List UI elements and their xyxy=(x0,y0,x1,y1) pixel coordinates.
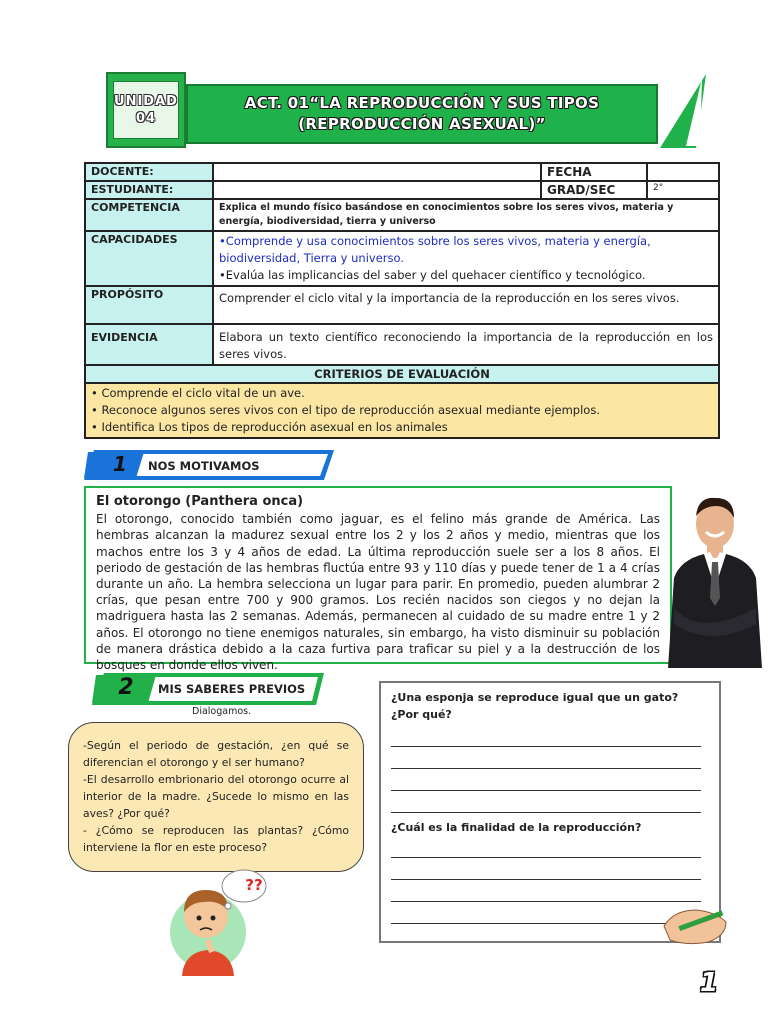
proposito-label: PROPÓSITO xyxy=(85,286,213,324)
bubble-question-1: -Según el periodo de gestación, ¿en qué se diferencian el otorongo y el ser humano? xyxy=(83,739,349,769)
answer-line[interactable] xyxy=(391,836,701,858)
proposito-text: Comprender el ciclo vital y la importancia de la reproducción en los seres vivos. xyxy=(213,286,719,324)
unit-number: 04 xyxy=(135,111,157,126)
evidencia-label: EVIDENCIA xyxy=(85,324,213,365)
dialogue-bubble xyxy=(68,722,364,872)
writing-hand-icon xyxy=(656,896,732,948)
capacidad-2: •Evalúa las implicancias del saber y del quehacer científico y tecnológico. xyxy=(219,268,646,282)
otorongo-paragraph: El otorongo, conocido también como jaguar, es el felino más grande de América. Las hembras alcanzan la madurez sexual entre los 2 y los 2 años y medio, mientras que los machos entre los 3 y 4 años de edad. La última reproducción suele ser a los 8 años. El periodo de gestación de las hembras fluctúa entre 93 y 110 días y puede tener de 1 a 4 crías durante un año. La hembra selecciona un lugar para parir. En promedio, pueden alumbrar 2 crías, que pesan entre 700 y 900 gramos. Los recién nacidos son ciegos y no dejan la madriguera hasta las 2 semanas. Además, permanecen al cuidado de su madre entre 1 y 2 años. El otorongo no tiene enemigos naturales, sin embargo, ha visto disminuir su población de manera drástica debido a la caza furtiva para traficar su piel y a la destrucción de los bosques en donde ellos viven. xyxy=(96,512,660,673)
answer-line[interactable] xyxy=(391,858,701,880)
answer-line[interactable] xyxy=(391,725,701,747)
criterio-item: • Reconoce algunos seres vivos con el tipo de reproducción asexual mediante ejemplos. xyxy=(91,403,600,417)
competencia-label: COMPETENCIA xyxy=(85,199,213,231)
criterio-item: • Identifica Los tipos de reproducción asexual en los animales xyxy=(91,420,448,434)
capacidades-cell xyxy=(213,231,719,286)
estudiante-label: ESTUDIANTE: xyxy=(85,181,213,199)
unit-badge xyxy=(106,72,186,148)
section2-title: MIS SABERES PREVIOS xyxy=(158,682,306,696)
fecha-field[interactable] xyxy=(647,163,719,181)
section2-subtitle: Dialogamos. xyxy=(192,706,252,717)
bubble-question-2: -El desarrollo embrionario del otorongo ocurre al interior de la madre. ¿Sucede lo mismo en las aves? ¿Por qué? xyxy=(83,773,349,820)
teacher-illustration xyxy=(660,488,764,668)
section1-title: NOS MOTIVAMOS xyxy=(148,459,260,473)
capacidades-label: CAPACIDADES xyxy=(85,231,213,286)
fecha-label: FECHA xyxy=(541,163,647,181)
answer-line[interactable] xyxy=(391,902,701,924)
competencia-text: Explica el mundo físico basándose en conocimientos sobre los seres vivos, materia y energía, biodiversidad, tierra y universo xyxy=(213,199,719,231)
otorongo-text-box xyxy=(84,486,672,673)
unit-label: UNIDAD xyxy=(114,94,178,109)
bubble-question-3: - ¿Cómo se reproducen las plantas? ¿Cómo interviene la flor en este proceso? xyxy=(83,824,349,854)
answer-line[interactable] xyxy=(391,747,701,769)
title-line-1: ACT. 01“LA REPRODUCCIÓN Y SUS TIPOS xyxy=(244,94,600,112)
answer-line[interactable] xyxy=(391,791,701,813)
question-2: ¿Cuál es la finalidad de la reproducción? xyxy=(391,821,642,834)
gradsec-label: GRAD/SEC xyxy=(541,181,647,199)
docente-label: DOCENTE: xyxy=(85,163,213,181)
section1-number: 1 xyxy=(113,452,127,476)
criterios-list xyxy=(85,383,719,438)
page-number: 1 xyxy=(700,968,719,998)
answer-line[interactable] xyxy=(391,769,701,791)
estudiante-field[interactable] xyxy=(213,181,541,199)
thought-question-marks: ?? xyxy=(245,876,263,894)
info-table xyxy=(84,162,720,439)
capacidad-1: •Comprende y usa conocimientos sobre los seres vivos, materia y energía, biodiversidad, Tierra y universo. xyxy=(219,234,651,265)
gradsec-field[interactable]: 2° xyxy=(647,181,719,199)
criterios-header: CRITERIOS DE EVALUACIÓN xyxy=(85,365,719,383)
section2-number: 2 xyxy=(118,675,134,700)
title-line-2: (REPRODUCCIÓN ASEXUAL)” xyxy=(298,115,546,133)
evidencia-text: Elabora un texto científico reconociendo la importancia de la reproducción en los seres vivos. xyxy=(213,324,719,365)
docente-field[interactable] xyxy=(213,163,541,181)
otorongo-heading: El otorongo (Panthera onca) xyxy=(96,494,304,509)
question-1: ¿Una esponja se reproduce igual que un gato? ¿Por qué? xyxy=(391,691,679,721)
answer-line[interactable] xyxy=(391,880,701,902)
title-banner xyxy=(186,84,658,144)
criterio-item: • Comprende el ciclo vital de un ave. xyxy=(91,386,305,400)
